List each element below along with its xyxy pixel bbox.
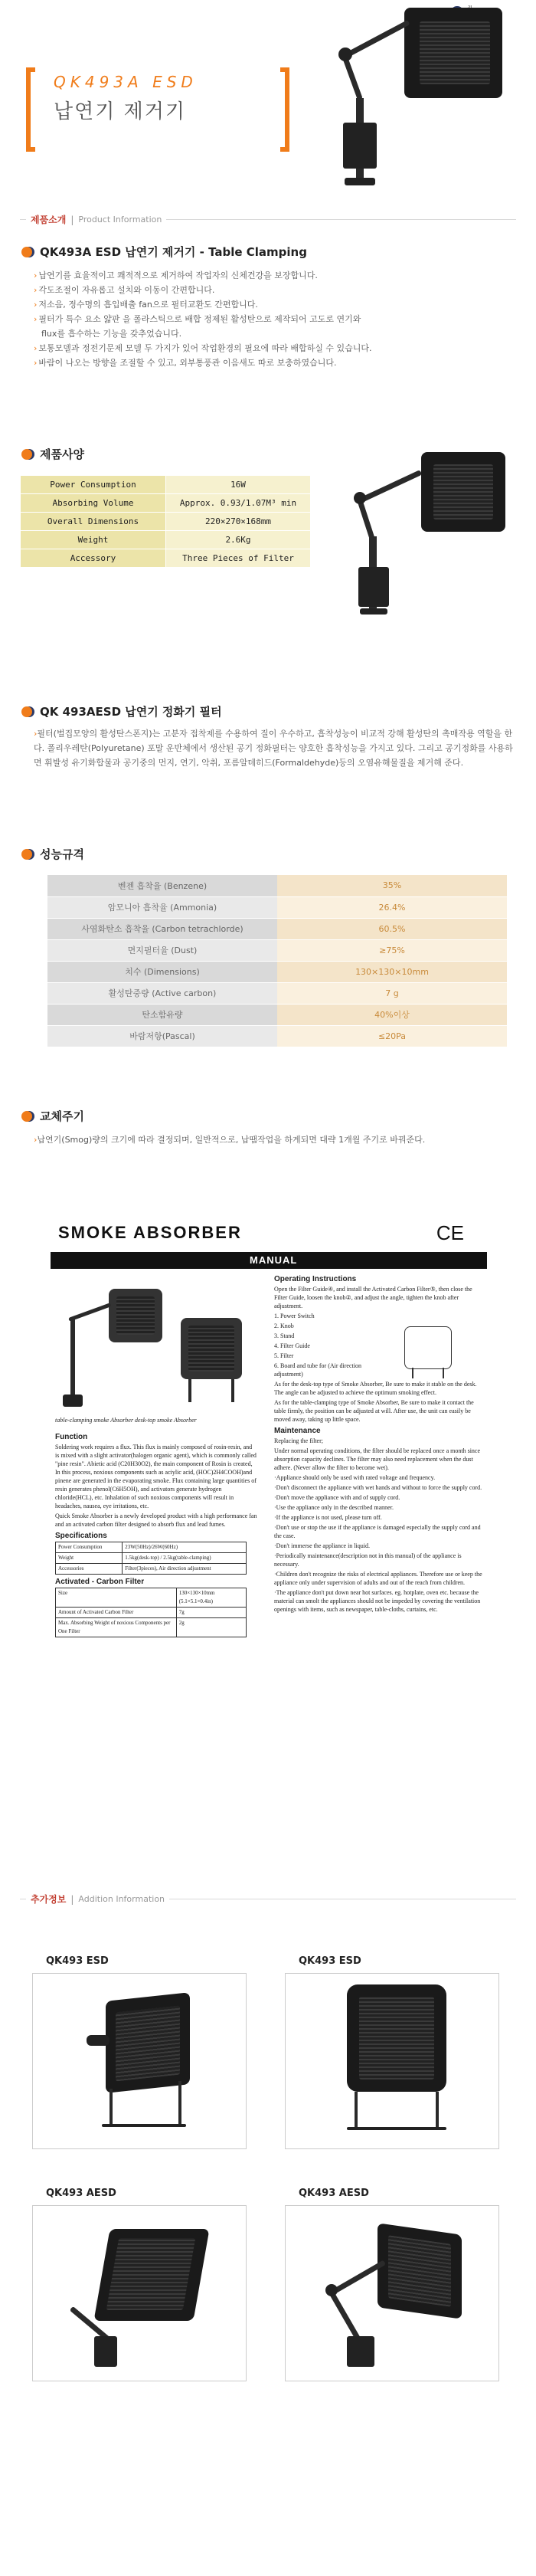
table-row: Power Consumption 23W(50Hz)/26W(60Hz)	[56, 1542, 247, 1553]
list-item: ·Periodically maintenance(description not in this manual) of the appliance is necessary.	[274, 1552, 462, 1568]
addition-image-frame	[32, 1973, 247, 2149]
parts-list	[274, 1312, 366, 1378]
list-item: 5. Filter	[274, 1352, 294, 1359]
addition-image-frame	[285, 1973, 499, 2149]
product-image-hero	[314, 8, 505, 199]
performance-heading	[21, 846, 84, 862]
function-paragraph: Soldering work requires a flux. This flux is mainly composed of rosin-resin, and is mixed with a slight activator(halogen organic agent), which is commonly called "pine resin". Abietic acid (C20H30O2), the main component of Rosin is created, In this process, noxious components such as aciylic acid, (HOC)2H4COOH)and pinene are generated in the evaporating smoke. Flux containing large quantities of resin generates phenol(C6H5OH), and activators generate hydrogen chloride(HCL), etc. Inhalation of such noxious components will result in headaches, nausea, eye irritations, etc.	[55, 1444, 257, 1509]
product-photo-aesd-arm	[301, 2214, 492, 2374]
table-row: Weight 1.5kg(desk-top) / 2.5kg(table-clamping)	[56, 1553, 247, 1564]
table-row: Accessory Three Pieces of Filter	[21, 549, 311, 568]
carbon-heading: Activated - Carbon Filter	[55, 1578, 145, 1586]
list-item: › 납연기를 효율적이고 쾌적적으로 제거하여 작업자의 신체건강을 보장합니다.	[34, 270, 318, 280]
left-bracket	[26, 67, 35, 152]
bullet-dot-icon	[21, 247, 32, 257]
list-item: 2. Knob	[274, 1322, 294, 1329]
list-item: ·Appliance should only be used with rated voltage and frequency.	[274, 1474, 436, 1481]
replacement-heading-text: 교체주기	[40, 1109, 84, 1123]
filter-heading-text: QK 493AESD 납연기 정화기 필터	[40, 705, 222, 719]
bullet-dot-icon	[21, 706, 32, 717]
list-item: ·Children don't recognize the risks of electrical appliances. Therefore use or keep the appliance only under supervision of adults and out of the reach from children.	[274, 1571, 482, 1586]
table-row: Power Consumption 16W	[21, 476, 311, 494]
separator: |	[70, 214, 74, 225]
maintenance-heading: Maintenance	[274, 1427, 321, 1435]
right-bracket	[280, 67, 289, 152]
intro-bullet-list	[34, 268, 516, 370]
table-row: Amount of Activated Carbon Filter 7g	[56, 1608, 247, 1618]
list-item: flux를 흡수하는 기능을 갖추었습니다.	[41, 329, 182, 339]
product-photo-esd-front	[316, 1984, 469, 2145]
list-item: ·Don't use or stop the use if the appliance is damaged especially the supply cord and the case.	[274, 1524, 481, 1539]
section-title-en: Product Information	[78, 215, 162, 224]
addition-image-frame	[32, 2205, 247, 2381]
table-row: 사염화탄소 흡착율 (Carbon tetrachlorde) 60.5%	[47, 918, 507, 939]
list-item: › 각도조절이 자유롭고 설치와 이동이 간편합니다.	[34, 285, 215, 295]
list-item: ·Don't immerse the appliance in liquid.	[274, 1542, 370, 1549]
intro-heading-text: QK493A ESD 납연기 제거기 - Table Clamping	[40, 245, 307, 259]
hero-title: 납연기 제거기	[54, 100, 186, 123]
operating-heading: Operating Instructions	[274, 1275, 357, 1283]
spec-heading-text: 제품사양	[40, 447, 84, 461]
section-title-ko: 추가정보	[31, 1894, 67, 1905]
hero-model: QK493A ESD	[54, 73, 198, 91]
addition-label: QK493 AESD	[46, 2188, 116, 2199]
separator: |	[70, 1893, 74, 1905]
list-item: 3. Stand	[274, 1332, 295, 1339]
table-row: 치수 (Dimensions) 130×130×10mm	[47, 961, 507, 982]
section-title-en: Addition Information	[78, 1894, 165, 1904]
list-item: › 바람이 나오는 방향을 조절할 수 있고, 외부통풍관 이음새도 따로 보충하였습니다.	[34, 358, 337, 368]
product-photo-esd-angle	[64, 1989, 217, 2142]
list-item: ·Don't move the appliance with and of supply cord.	[274, 1494, 400, 1501]
section-title-addition	[26, 1893, 169, 1906]
maintenance-paragraph: Replacing the filter;	[274, 1437, 323, 1444]
filter-heading	[21, 703, 222, 719]
addition-label: QK493 AESD	[299, 2188, 369, 2199]
table-row: Max. Absorbing Weight of noxious Components per One Filter 2g	[56, 1618, 247, 1637]
manual-title: SMOKE ABSORBER	[58, 1223, 242, 1242]
table-row: 벤젠 흡착율 (Benzene) 35%	[47, 875, 507, 896]
section-title-product-info	[26, 213, 166, 226]
manual-left-column	[55, 1430, 257, 1637]
list-item: 1. Power Switch	[274, 1313, 315, 1319]
list-item: › 필터가 특수 요소 얇판 을 폴라스틱으로 배합 정제된 활성탄으로 제작되어 고도로 연기와	[34, 314, 361, 324]
table-row: 바람저항(Pascal) ≤20Pa	[47, 1025, 507, 1047]
performance-table	[47, 875, 507, 1047]
manual-document	[51, 1218, 487, 1831]
bullet-dot-icon	[21, 849, 32, 860]
table-row: Absorbing Volume Approx. 0.93/1.07M³ min	[21, 494, 311, 513]
replacement-heading	[21, 1108, 84, 1124]
manual-carbon-table	[55, 1588, 247, 1637]
spec-heading: Specifications	[55, 1532, 107, 1540]
spec-table	[20, 475, 311, 568]
table-row: Accessories Filter(3pieces), Air direction adjustment	[56, 1564, 247, 1575]
addition-image-frame	[285, 2205, 499, 2381]
list-item: › 보통모델과 정전기문제 모델 두 가지가 있어 작업환경의 필요에 따라 배합하실 수 있습니다.	[34, 343, 372, 353]
table-row: 탄소함유량 40%이상	[47, 1004, 507, 1025]
section-title-ko: 제품소개	[31, 215, 67, 225]
list-item: ·Don't disconnect the appliance with wet hands and without to force the supply cord.	[274, 1484, 482, 1491]
manual-caption: table-clamping smoke Absorber desk-top smoke Absorber	[55, 1417, 197, 1424]
operating-paragraph: As for the table-clamping type of Smoke Absorber, Be sure to make it contact the table firmly, the position can be adjusted at will. After use, the unit can easily be moved away, taking up little space.	[274, 1399, 474, 1423]
manual-right-column	[274, 1272, 482, 1615]
performance-heading-text: 성능규격	[40, 847, 84, 861]
manual-illustration-desktop	[173, 1310, 250, 1410]
list-item: ·Use the appliance only in the described manner.	[274, 1504, 394, 1511]
bullet-dot-icon	[21, 449, 32, 460]
table-row: 암모니아 흡착율 (Ammonia) 26.4%	[47, 896, 507, 918]
operating-paragraph: As for the desk-top type of Smoke Absorber, Be sure to make it stable on the desk. The angle can be adjusted to achieve the optimum smoking effect.	[274, 1381, 477, 1396]
table-row: 면지필터율 (Dust) ≥75%	[47, 939, 507, 961]
table-row: Overall Dimensions 220×270×168mm	[21, 513, 311, 531]
bullet-dot-icon	[21, 1111, 32, 1122]
manual-band: MANUAL	[51, 1252, 487, 1269]
manual-spec-table	[55, 1542, 247, 1575]
addition-label: QK493 ESD	[299, 1955, 361, 1967]
manual-illustration-clamp	[55, 1280, 170, 1410]
table-row: 활성탄중량 (Active carbon) 7 g	[47, 982, 507, 1004]
ce-mark: CE	[436, 1221, 464, 1244]
product-photo-aesd-clamp	[56, 2214, 232, 2374]
list-item: › 저소음, 정수명의 흡입배출 fan으로 필터교환도 간편합니다.	[34, 300, 258, 310]
manual-parts-diagram	[381, 1326, 473, 1380]
product-image-spec	[337, 452, 513, 628]
table-row: Weight 2.6Kg	[21, 531, 311, 549]
operating-paragraph: Open the Filter Guide④, and install the Activated Carbon Filter⑤, then close the Filter Guide, loosen the knob②, and adjust the angle, tighten the knob after adjustment.	[274, 1286, 472, 1309]
addition-label: QK493 ESD	[46, 1955, 109, 1967]
table-row: Size 130×130×10mm (5.1×5.1×0.4in)	[56, 1588, 247, 1608]
intro-heading	[21, 244, 307, 260]
filter-description: ›필터(벌집모양의 활성탄스폰지)는 고분자 접착제를 수용하여 질이 우수하고, 흡착성능이 비교적 강해 활성탄의 촉매작용 역할을 한다. 폴리우레탄(Polyuretane) 포말 운반체에서 생산된 공기 정화필터는 양호한 흡착성능을 가지고 있다. 그리고 공기정화를 사용하면 휘발성 유기화합물과 공기중의 먼지, 연기, 악취, 포름알데히드(Formaldehyde)등의 오염유해물질을 제거해 준다.	[34, 729, 513, 768]
list-item: 6. Board and tube for (Air direction adjustment)	[274, 1362, 361, 1378]
list-item: ·The appliance don't put down near hot surfaces. eg. hotplate, oven etc. because the material can smolt the appliances should not be impeded by covering the ventilation openings with items, such as newspaper, table-cloths, curtains, etc.	[274, 1589, 481, 1613]
hero-banner	[0, 0, 536, 207]
list-item: 4. Filter Guide	[274, 1342, 310, 1349]
replacement-description: ›납연기(Smog)량의 크기에 따라 결정되며, 일반적으로, 납땜작업을 하게되면 대략 1개월 주기로 바꿔준다.	[34, 1135, 426, 1145]
function-heading: Function	[55, 1433, 88, 1441]
function-paragraph: Quick Smoke Absorber is a newly developed product with a high performance fan and an activated carbon filter designed to absorb flux and lead fumes.	[55, 1512, 257, 1528]
maintenance-paragraph: Under normal operating conditions, the filter should be replaced once a month since absorption capacity declines. The filter may also need replacement when the dust adhere. (Never allow the filter to become wet).	[274, 1447, 481, 1471]
list-item: ·If the appliance is not used, please turn off.	[274, 1514, 382, 1521]
spec-heading	[21, 446, 84, 462]
